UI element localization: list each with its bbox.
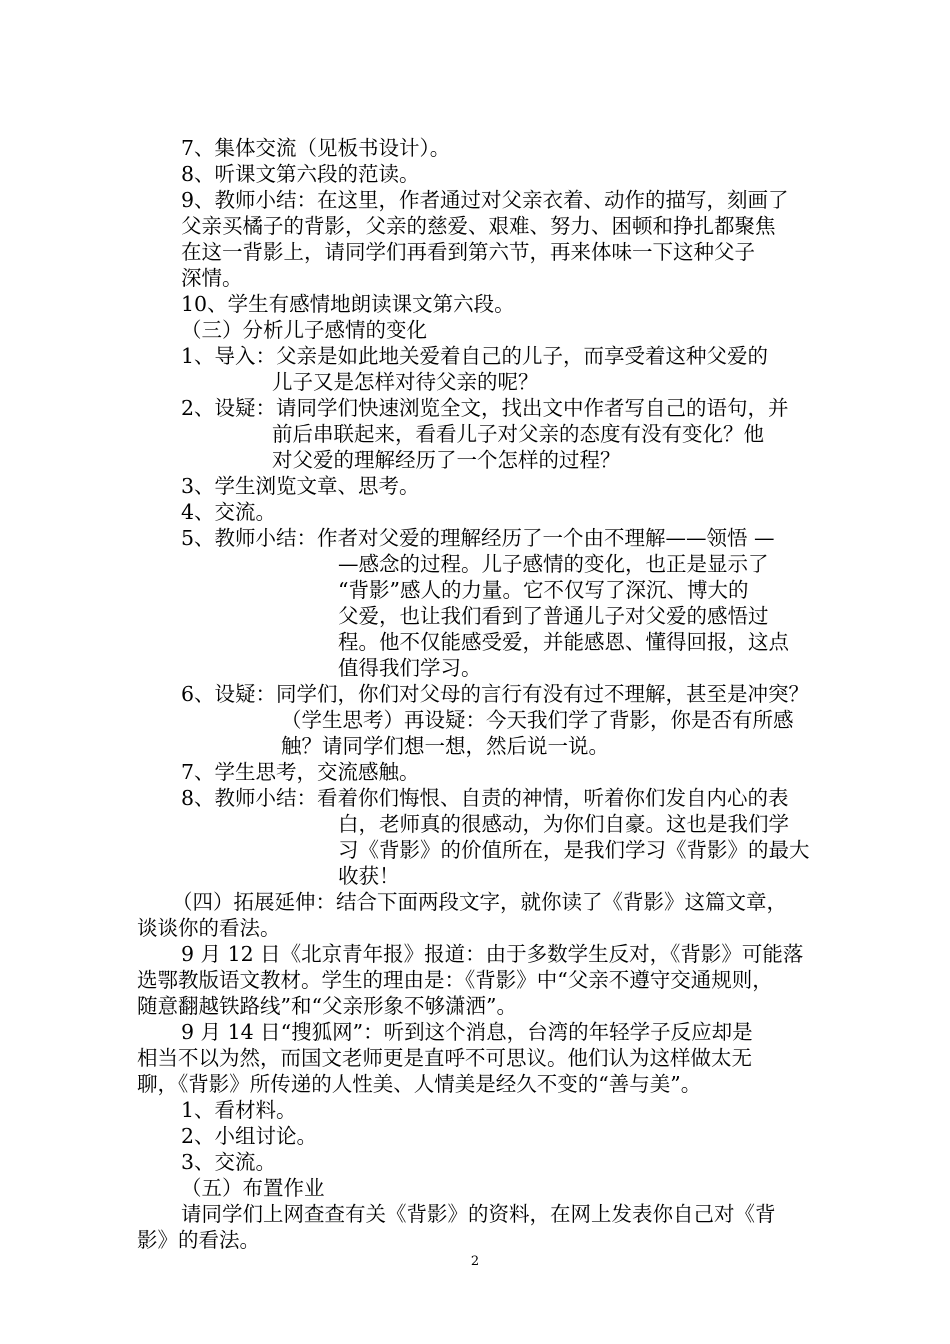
text-line: 父爱，也让我们看到了普通儿子对父爱的感悟过 (338, 604, 769, 628)
text-line: 2、小组讨论。 (181, 1124, 318, 1148)
text-line: （学生思考）再设疑：今天我们学了背影，你是否有所感 (281, 708, 794, 732)
text-line: 请同学们上网查查有关《背影》的资料，在网上发表你自己对《背 (181, 1202, 776, 1226)
text-line: 聊，《背影》所传递的人性美、人情美是经久不变的“善与美”。 (137, 1072, 702, 1096)
text-line: 习《背影》的价值所在，是我们学习《背影》的最大 (338, 838, 810, 862)
section-heading: （五）布置作业 (181, 1176, 325, 1200)
text-line: 1、看材料。 (181, 1098, 297, 1122)
text-line: 深情。 (181, 266, 243, 290)
text-line: 4、交流。 (181, 500, 277, 524)
section-heading: （四）拓展延伸：结合下面两段文字，就你读了《背影》这篇文章， (172, 890, 787, 914)
text-line: 在这一背影上，请同学们再看到第六节，再来体味一下这种父子 (181, 240, 755, 264)
text-line: 5、教师小结：作者对父爱的理解经历了一个由不理解——领悟 — (181, 526, 775, 550)
text-line: 白，老师真的很感动，为你们自豪。这也是我们学 (338, 812, 789, 836)
page-number: 2 (470, 1254, 480, 1269)
text-line: 8、听课文第六段的范读。 (181, 162, 420, 186)
text-line: 收获！ (338, 864, 400, 888)
text-line: 10、学生有感情地朗读课文第六段。 (181, 292, 515, 316)
text-line: 值得我们学习。 (338, 656, 482, 680)
text-line: 前后串联起来，看看儿子对父亲的态度有没有变化？他 (272, 422, 764, 446)
text-line: 影》的看法。 (137, 1228, 260, 1252)
text-line: —感念的过程。儿子感情的变化，也正是显示了 (338, 552, 769, 576)
section-heading: （三）分析儿子感情的变化 (181, 318, 427, 342)
text-line: 相当不以为然，而国文老师更是直呼不可思议。他们认为这样做太无 (137, 1046, 752, 1070)
text-line: “背影”感人的力量。它不仅写了深沉、博大的 (338, 578, 749, 602)
text-line: 3、学生浏览文章、思考。 (181, 474, 420, 498)
text-line: 谈谈你的看法。 (137, 916, 281, 940)
text-line: 程。他不仅能感受爱，并能感恩、懂得回报，这点 (338, 630, 789, 654)
text-line: 触？请同学们想一想，然后说一说。 (281, 734, 609, 758)
text-line: 9 月 12 日《北京青年报》报道：由于多数学生反对，《背影》可能落 (181, 942, 804, 966)
text-line: 随意翻越铁路线”和“父亲形象不够潇洒”。 (137, 994, 517, 1018)
text-line: 8、教师小结：看着你们悔恨、自责的神情，听着你们发自内心的表 (181, 786, 789, 810)
text-line: 选鄂教版语文教材。学生的理由是：《背影》中“父亲不遵守交通规则， (137, 968, 773, 992)
text-line: 7、集体交流（见板书设计）。 (181, 136, 451, 160)
text-line: 对父爱的理解经历了一个怎样的过程？ (272, 448, 621, 472)
text-line: 7、学生思考，交流感触。 (181, 760, 420, 784)
text-line: 1、导入：父亲是如此地关爱着自己的儿子，而享受着这种父爱的 (181, 344, 769, 368)
text-line: 9 月 14 日“搜狐网”：听到这个消息，台湾的年轻学子反应却是 (181, 1020, 753, 1044)
text-line: 2、设疑：请同学们快速浏览全文，找出文中作者写自己的语句，并 (181, 396, 789, 420)
text-line: 父亲买橘子的背影，父亲的慈爱、艰难、努力、困顿和挣扎都聚焦 (181, 214, 776, 238)
text-line: 6、设疑：同学们，你们对父母的言行有没有过不理解，甚至是冲突？ (181, 682, 810, 706)
text-line: 9、教师小结：在这里，作者通过对父亲衣着、动作的描写，刻画了 (181, 188, 789, 212)
text-line: 儿子又是怎样对待父亲的呢？ (272, 370, 539, 394)
text-line: 3、交流。 (181, 1150, 277, 1174)
